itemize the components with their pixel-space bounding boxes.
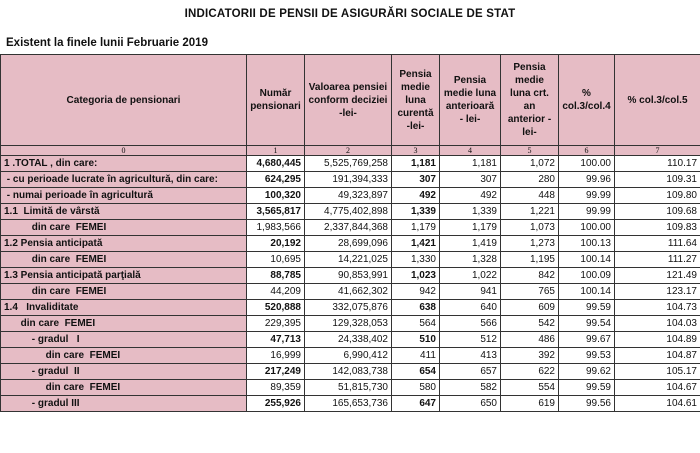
cell-pensioner-count: 44,209 (247, 284, 305, 300)
header-col4: Pensia medie luna anterioară - lei- (440, 55, 501, 146)
cell-pct-col3-col4: 99.59 (559, 380, 615, 396)
cell-pct-col3-col4: 99.54 (559, 316, 615, 332)
cell-pct-col3-col5: 104.03 (615, 316, 700, 332)
table-row (1, 396, 700, 412)
column-number: 2 (305, 146, 392, 156)
cell-avg-last-year: 1,072 (501, 156, 559, 172)
table-row (1, 220, 700, 236)
cell-pension-value: 4,775,402,898 (305, 204, 392, 220)
column-number: 0 (1, 146, 247, 156)
cell-avg-current: 1,179 (392, 220, 440, 236)
row-category: - gradul III (1, 396, 247, 412)
cell-pct-col3-col5: 109.68 (615, 204, 700, 220)
cell-avg-last-year: 619 (501, 396, 559, 412)
cell-avg-current: 1,181 (392, 156, 440, 172)
row-category: din care FEMEI (1, 284, 247, 300)
cell-avg-current: 307 (392, 172, 440, 188)
cell-pct-col3-col4: 100.00 (559, 156, 615, 172)
cell-pct-col3-col4: 99.67 (559, 332, 615, 348)
cell-avg-last-year: 392 (501, 348, 559, 364)
table-row (1, 236, 700, 252)
cell-avg-current: 638 (392, 300, 440, 316)
cell-pct-col3-col5: 111.64 (615, 236, 700, 252)
cell-pct-col3-col4: 100.13 (559, 236, 615, 252)
row-category: din care FEMEI (1, 380, 247, 396)
cell-pensioner-count: 100,320 (247, 188, 305, 204)
header-col6: % col.3/col.4 (559, 55, 615, 146)
cell-avg-previous: 640 (440, 300, 501, 316)
report-title: INDICATORII DE PENSII DE ASIGURĂRI SOCIALE DE STAT (184, 8, 516, 20)
cell-avg-current: 1,330 (392, 252, 440, 268)
cell-pct-col3-col4: 99.99 (559, 188, 615, 204)
cell-avg-last-year: 554 (501, 380, 559, 396)
cell-pensioner-count: 255,926 (247, 396, 305, 412)
cell-avg-last-year: 622 (501, 364, 559, 380)
row-category: 1.3 Pensia anticipată parţială (1, 268, 247, 284)
table-row (1, 284, 700, 300)
cell-avg-current: 1,339 (392, 204, 440, 220)
table-row (1, 300, 700, 316)
cell-pension-value: 49,323,897 (305, 188, 392, 204)
table-row (1, 188, 700, 204)
table-row (1, 332, 700, 348)
cell-pct-col3-col5: 104.87 (615, 348, 700, 364)
cell-avg-current: 510 (392, 332, 440, 348)
cell-pensioner-count: 10,695 (247, 252, 305, 268)
table-row (1, 348, 700, 364)
cell-avg-last-year: 1,195 (501, 252, 559, 268)
cell-avg-last-year: 448 (501, 188, 559, 204)
column-number: 4 (440, 146, 501, 156)
cell-pensioner-count: 624,295 (247, 172, 305, 188)
cell-avg-previous: 512 (440, 332, 501, 348)
cell-pension-value: 129,328,053 (305, 316, 392, 332)
cell-avg-current: 1,023 (392, 268, 440, 284)
cell-avg-current: 580 (392, 380, 440, 396)
row-category: 1.1 Limită de vârstă (1, 204, 247, 220)
row-category: din care FEMEI (1, 252, 247, 268)
column-number: 1 (247, 146, 305, 156)
cell-pension-value: 191,394,333 (305, 172, 392, 188)
cell-pct-col3-col4: 99.99 (559, 204, 615, 220)
row-category: din care FEMEI (1, 316, 247, 332)
report-subtitle: Existent la finele lunii Februarie 2019 (6, 37, 208, 49)
cell-pensioner-count: 20,192 (247, 236, 305, 252)
cell-pensioner-count: 16,999 (247, 348, 305, 364)
cell-pension-value: 2,337,844,368 (305, 220, 392, 236)
row-category: - numai perioade în agricultură (1, 188, 247, 204)
cell-avg-last-year: 609 (501, 300, 559, 316)
cell-pensioner-count: 1,983,566 (247, 220, 305, 236)
row-category: - gradul I (1, 332, 247, 348)
row-category: - cu perioade lucrate în agricultură, din care: (1, 172, 247, 188)
cell-avg-previous: 1,181 (440, 156, 501, 172)
row-category: 1.2 Pensia anticipată (1, 236, 247, 252)
row-category: 1 .TOTAL , din care: (1, 156, 247, 172)
row-category: 1.4 Invaliditate (1, 300, 247, 316)
header-row (1, 55, 700, 146)
table-row (1, 172, 700, 188)
row-category: din care FEMEI (1, 348, 247, 364)
cell-pension-value: 142,083,738 (305, 364, 392, 380)
cell-avg-previous: 657 (440, 364, 501, 380)
cell-pct-col3-col5: 104.67 (615, 380, 700, 396)
cell-pct-col3-col5: 111.27 (615, 252, 700, 268)
cell-pension-value: 5,525,769,258 (305, 156, 392, 172)
cell-pct-col3-col5: 109.31 (615, 172, 700, 188)
cell-avg-previous: 307 (440, 172, 501, 188)
cell-pct-col3-col4: 100.00 (559, 220, 615, 236)
cell-pct-col3-col5: 104.89 (615, 332, 700, 348)
column-number: 7 (615, 146, 700, 156)
cell-avg-last-year: 765 (501, 284, 559, 300)
header-col2: Valoarea pensiei conform deciziei -lei- (305, 55, 392, 146)
cell-pensioner-count: 229,395 (247, 316, 305, 332)
cell-avg-last-year: 486 (501, 332, 559, 348)
cell-avg-previous: 1,022 (440, 268, 501, 284)
cell-avg-current: 942 (392, 284, 440, 300)
column-number: 3 (392, 146, 440, 156)
cell-avg-previous: 413 (440, 348, 501, 364)
cell-pct-col3-col4: 99.59 (559, 300, 615, 316)
cell-pension-value: 14,221,025 (305, 252, 392, 268)
cell-avg-previous: 1,328 (440, 252, 501, 268)
cell-avg-previous: 1,419 (440, 236, 501, 252)
cell-pct-col3-col5: 104.73 (615, 300, 700, 316)
cell-pct-col3-col5: 109.83 (615, 220, 700, 236)
cell-avg-last-year: 842 (501, 268, 559, 284)
table-body (1, 156, 700, 412)
cell-pensioner-count: 3,565,817 (247, 204, 305, 220)
cell-pension-value: 6,990,412 (305, 348, 392, 364)
cell-pensioner-count: 89,359 (247, 380, 305, 396)
cell-pct-col3-col4: 99.56 (559, 396, 615, 412)
cell-avg-previous: 1,179 (440, 220, 501, 236)
cell-avg-last-year: 1,221 (501, 204, 559, 220)
cell-avg-current: 647 (392, 396, 440, 412)
table-row (1, 204, 700, 220)
cell-pct-col3-col5: 105.17 (615, 364, 700, 380)
cell-avg-current: 1,421 (392, 236, 440, 252)
cell-pensioner-count: 520,888 (247, 300, 305, 316)
cell-avg-current: 564 (392, 316, 440, 332)
cell-avg-previous: 566 (440, 316, 501, 332)
column-number: 5 (501, 146, 559, 156)
cell-pct-col3-col4: 100.09 (559, 268, 615, 284)
cell-avg-previous: 492 (440, 188, 501, 204)
cell-avg-current: 411 (392, 348, 440, 364)
cell-avg-previous: 582 (440, 380, 501, 396)
table-row (1, 364, 700, 380)
header-col5: Pensia medie luna crt. an anterior -lei- (501, 55, 559, 146)
table-row (1, 156, 700, 172)
cell-pensioner-count: 217,249 (247, 364, 305, 380)
cell-pct-col3-col4: 100.14 (559, 284, 615, 300)
cell-avg-last-year: 280 (501, 172, 559, 188)
cell-avg-current: 492 (392, 188, 440, 204)
cell-pension-value: 165,653,736 (305, 396, 392, 412)
header-col7: % col.3/col.5 (615, 55, 700, 146)
cell-avg-previous: 1,339 (440, 204, 501, 220)
cell-avg-last-year: 1,273 (501, 236, 559, 252)
row-category: - gradul II (1, 364, 247, 380)
cell-pension-value: 24,338,402 (305, 332, 392, 348)
cell-pct-col3-col4: 99.62 (559, 364, 615, 380)
cell-pensioner-count: 4,680,445 (247, 156, 305, 172)
cell-pct-col3-col5: 123.17 (615, 284, 700, 300)
cell-pct-col3-col4: 100.14 (559, 252, 615, 268)
cell-pension-value: 28,699,096 (305, 236, 392, 252)
row-category: din care FEMEI (1, 220, 247, 236)
header-category: Categoria de pensionari (1, 55, 247, 146)
cell-pension-value: 41,662,302 (305, 284, 392, 300)
cell-pension-value: 332,075,876 (305, 300, 392, 316)
column-number: 6 (559, 146, 615, 156)
column-number-row (1, 146, 700, 156)
table-row (1, 268, 700, 284)
table-row (1, 380, 700, 396)
pension-indicators-table (0, 54, 700, 412)
cell-avg-previous: 650 (440, 396, 501, 412)
header-col1: Număr pensionari (247, 55, 305, 146)
cell-avg-current: 654 (392, 364, 440, 380)
header-col3: Pensia medie luna curentă -lei- (392, 55, 440, 146)
cell-avg-last-year: 542 (501, 316, 559, 332)
cell-pct-col3-col5: 104.61 (615, 396, 700, 412)
cell-pensioner-count: 47,713 (247, 332, 305, 348)
cell-avg-last-year: 1,073 (501, 220, 559, 236)
cell-pct-col3-col4: 99.53 (559, 348, 615, 364)
table-row (1, 252, 700, 268)
cell-avg-previous: 941 (440, 284, 501, 300)
cell-pct-col3-col5: 109.80 (615, 188, 700, 204)
table-row (1, 316, 700, 332)
cell-pensioner-count: 88,785 (247, 268, 305, 284)
cell-pension-value: 51,815,730 (305, 380, 392, 396)
cell-pct-col3-col5: 110.17 (615, 156, 700, 172)
cell-pct-col3-col4: 99.96 (559, 172, 615, 188)
cell-pct-col3-col5: 121.49 (615, 268, 700, 284)
cell-pension-value: 90,853,991 (305, 268, 392, 284)
